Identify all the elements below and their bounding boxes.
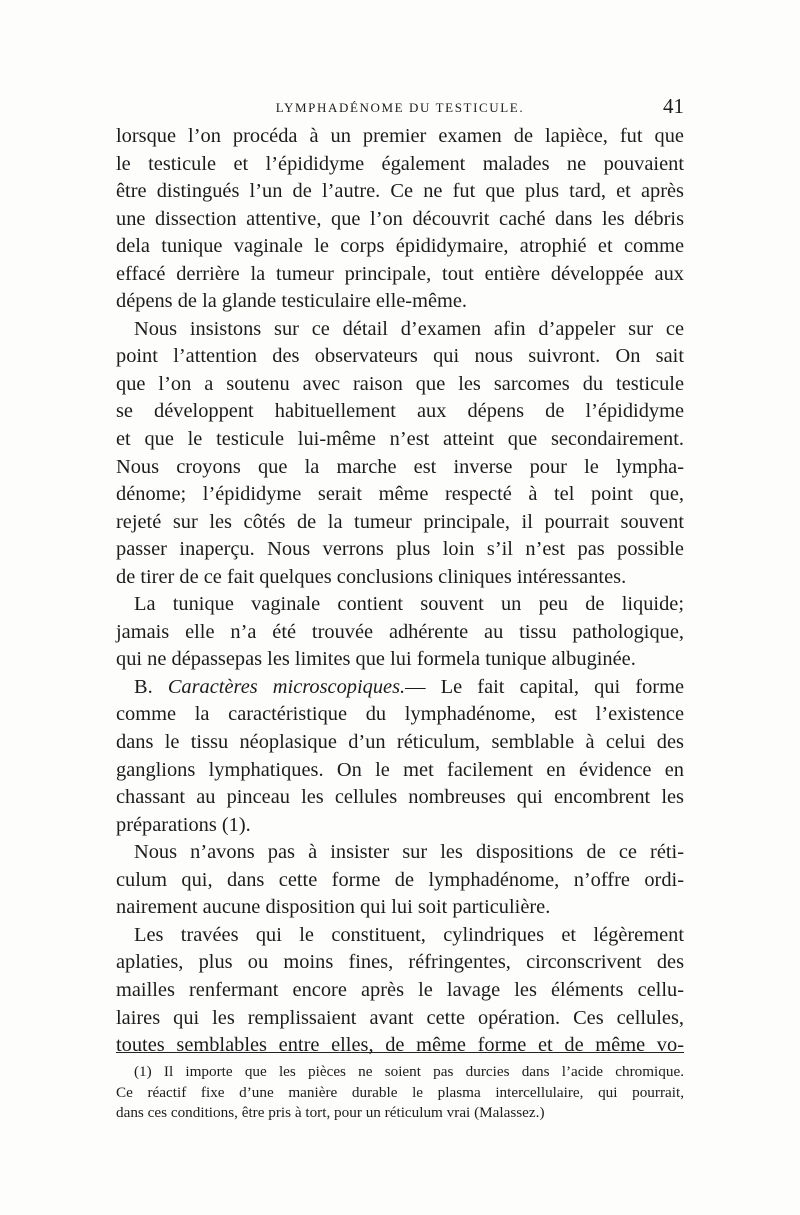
text-line: point l’attention des observateurs qui nous suivront. On sait [116, 345, 684, 368]
text-line: chassant au pinceau les cellules nombreuses qui encombrent les [116, 786, 684, 809]
text-line: préparations (1). [116, 813, 251, 836]
footnotes [116, 1062, 684, 1124]
text-line: que l’on a soutenu avec raison que les sarcomes du testicule [116, 372, 684, 395]
page-number: 41 [663, 94, 684, 118]
text-line: le testicule et l’épididyme également malades ne pouvaient [116, 152, 684, 175]
footnote-divider [116, 1052, 684, 1053]
text-line: rejeté sur les côtés de la tumeur principale, il pourrait souvent [116, 510, 684, 533]
page-header [116, 96, 684, 122]
text-line: qui ne dépassepas les limites que lui formela tunique albuginée. [116, 648, 636, 671]
text-line: Les travées qui le constituent, cylindriques et légèrement [134, 923, 684, 946]
text-line: comme la caractéristique du lymphadénome, est l’existence [116, 703, 684, 726]
text-line: dans le tissu néoplasique d’un réticulum, semblable à celui des [116, 731, 684, 754]
text-line: effacé derrière la tumeur principale, tout entière développée aux [116, 262, 684, 285]
text-line: dela tunique vaginale le corps épididymaire, atrophié et comme [116, 235, 684, 258]
text-line: nairement aucune disposition qui lui soit particulière. [116, 896, 551, 919]
text-line: et que le testicule lui-même n’est atteint que secondairement. [116, 428, 684, 451]
text-line: culum qui, dans cette forme de lymphadénome, n’offre ordi- [116, 868, 684, 891]
text-line: Nous insistons sur ce détail d’examen afin d’appeler sur ce [134, 317, 684, 340]
text-line: lorsque l’on procéda à un premier examen de lapièce, fut que [116, 125, 684, 147]
footnote-line: dans ces conditions, être pris à tort, pour un réticulum vrai (Malassez.) [116, 1104, 545, 1121]
text-line: laires qui les remplissaient avant cette opération. Ces cellules, [116, 1006, 684, 1029]
text-line: une dissection attentive, que l’on découvrit caché dans les débris [116, 207, 684, 230]
text-line: Nous n’avons pas à insister sur les dispositions de ce réti- [134, 841, 684, 864]
text-line: de tirer de ce fait quelques conclusions cliniques intéressantes. [116, 565, 627, 588]
running-title: LYMPHADÉNOME DU TESTICULE. [275, 100, 525, 115]
text-line: ganglions lymphatiques. On le met facilement en évidence en [116, 758, 684, 781]
text-line: Nous croyons que la marche est inverse pour le lympha- [116, 455, 684, 478]
text-line: La tunique vaginale contient souvent un peu de liquide; [134, 593, 684, 616]
footnote-line: Ce réactif fixe d’une manière durable le plasma intercellulaire, qui pourrait, [116, 1083, 684, 1101]
text-line: être distingués l’un de l’autre. Ce ne fut que plus tard, et après [116, 180, 684, 203]
section-subtitle: Caractères microscopiques. [167, 675, 406, 698]
text-line: se développent habituellement aux dépens de l’épididyme [116, 400, 684, 423]
text-line: toutes semblables entre elles, de même forme et de même vo- [116, 1034, 684, 1057]
footnote-line: (1) Il importe que les pièces ne soient pas durcies dans l’acide chromique. [134, 1063, 684, 1080]
text-line: passer inaperçu. Nous verrons plus loin s’il n’est pas possible [116, 538, 684, 561]
text-line: aplaties, plus ou moins fines, réfringentes, circonscrivent des [116, 951, 684, 974]
text-line: jamais elle n’a été trouvée adhérente au tissu pathologique, [116, 620, 684, 643]
text-line: B. Caractères microscopiques.— Le fait capital, qui forme [134, 675, 684, 698]
text-line: mailles renfermant encore après le lavage les éléments cellu- [116, 978, 684, 1001]
text-line: dépens de la glande testiculaire elle-même. [116, 290, 468, 313]
text-line: dénome; l’épididyme serait même respecté à tel point que, [116, 483, 684, 506]
main-text [116, 123, 684, 1060]
